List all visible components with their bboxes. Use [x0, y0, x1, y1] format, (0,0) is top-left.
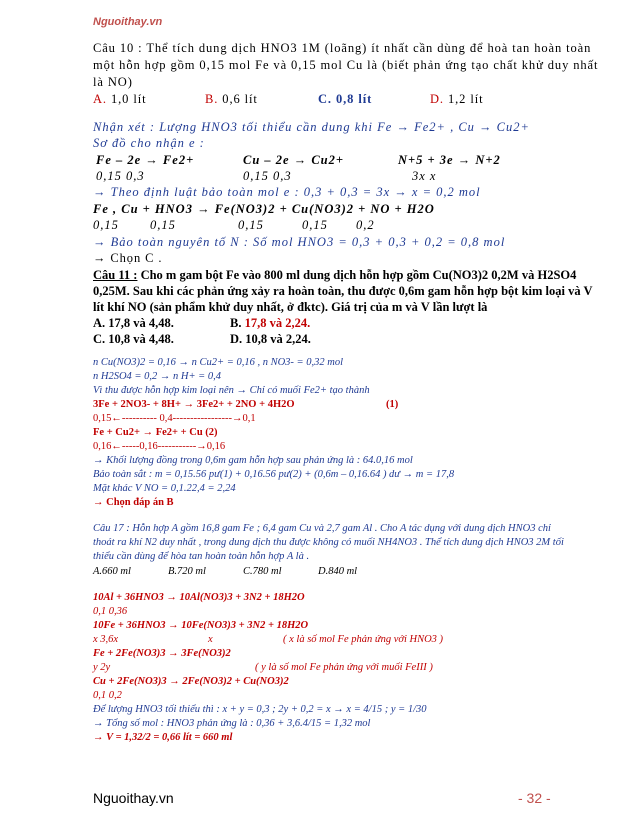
sol11-line6: Fe + Cu2+ → Fe2+ + Cu (2) [93, 427, 218, 438]
q11-option-b-text: 17,8 và 2,24. [244, 316, 311, 330]
sol17-reaction2: 10Fe + 36HNO3 → 10Fe(NO3)3 + 3N2 + 18H2O [93, 620, 309, 631]
sol10-mol-fe: 0,15 0,3 [96, 169, 145, 183]
sol10-conservation-e: → Theo định luật bảo toàn mol e : 0,3 + 0,3 = 3x → x = 0,2 mol [93, 185, 481, 199]
q10-option-d-text: 1,2 lít [447, 92, 484, 106]
sol17-reaction2-mol-b: x [208, 634, 213, 645]
q10-option-a-text: 1,0 lít [110, 92, 147, 106]
q10-option-c-label: C. [318, 92, 332, 106]
q11-option-b-label: B. [230, 316, 242, 330]
q17-option-d: D.840 ml [318, 566, 358, 577]
q17-line1: Câu 17 : Hỗn hợp A gồm 16,8 gam Fe ; 6,4 gam Cu và 2,7 gam Al . Cho A tác dụng với dung dịch HNO3 chỉ [93, 523, 551, 534]
sol17-reaction3-note: ( y là số mol Fe phản ứng với muối FeIII ) [255, 662, 433, 673]
sol11-line9: Bảo toàn sắt : m = 0,15.56 pư(1) + 0,16.56 pư(2) + (0,6m – 0,16.64 ) dư → m = 17,8 [93, 469, 455, 480]
q17-line2: thoát ra khí N2 duy nhất , trong dung dịch thu được không có muối NH4NO3 . Thể tích dung dịch HNO3 2M tối [93, 537, 564, 548]
sol11-line3: Vì thu được hỗn hợp kim loại nên → Chỉ có muối Fe2+ tạo thành [93, 385, 370, 396]
q10-option-b-label: B. [205, 92, 219, 106]
sol17-reaction2-mol-a: x 3,6x [93, 634, 119, 645]
sol10-eq-fe: Fe – 2e → Fe2+ [96, 153, 195, 167]
sol17-step2: → Tổng số mol : HNO3 phản ứng là : 0,36 + 3,6.4/15 = 1,32 mol [93, 718, 371, 729]
sol17-reaction1: 10Al + 36HNO3 → 10Al(NO3)3 + 3N2 + 18H2O [93, 592, 305, 603]
sol10-main-mol-1: 0,15 [93, 218, 119, 232]
sol10-main-mol-3: 0,15 [238, 218, 264, 232]
sol10-main-mol-5: 0,2 [356, 218, 375, 232]
q10-option-a-label: A. [93, 92, 107, 106]
sol11-line8: → Khối lượng đồng trong 0,6m gam hỗn hợp sau phản ứng là : 64.0,16 mol [93, 455, 413, 466]
sol17-reaction4-mol: 0,1 0,2 [93, 690, 122, 701]
site-header: Nguoithay.vn [93, 16, 163, 28]
sol17-reaction3: Fe + 2Fe(NO3)3 → 3Fe(NO3)2 [93, 648, 231, 659]
sol11-line1: n Cu(NO3)2 = 0,16 → n Cu2+ = 0,16 , n NO3- = 0,32 mol [93, 357, 344, 368]
sol10-scheme: Sơ đồ cho nhận e : [93, 136, 205, 150]
q10-option-d [430, 92, 483, 107]
sol11-line2: n H2SO4 = 0,2 → n H+ = 0,4 [93, 371, 222, 382]
sol10-eq-n: N+5 + 3e → N+2 [398, 153, 501, 167]
q10-line3: là NO) [93, 75, 133, 89]
q10-option-b [205, 92, 258, 107]
q11-line3: lít khí NO (sản phẩm khử duy nhất, ở đktc). Giá trị của m và V lần lượt là [93, 300, 488, 314]
q17-option-a: A.660 ml [93, 566, 131, 577]
page-number: - 32 - [518, 790, 551, 806]
q11-option-d: D. 10,8 và 2,24. [230, 332, 311, 346]
sol11-answer: → Chọn đáp án B [93, 497, 174, 508]
q10-line2: một hỗn hợp gồm 0,15 mol Fe và 0,15 mol Cu là (biết phản ứng tạo chất khử duy nhất [93, 58, 599, 72]
q10-option-d-label: D. [430, 92, 444, 106]
sol11-line10: Mặt khác V NO = 0,1.22,4 = 2,24 [93, 483, 236, 494]
q10-option-a [93, 92, 146, 107]
q11-text1: Cho m gam bột Fe vào 800 ml dung dịch hỗn hợp gồm Cu(NO3)2 0,2M và H2SO4 [140, 268, 577, 282]
sol10-mol-n: 3x x [412, 169, 437, 183]
sol17-reaction4: Cu + 2Fe(NO3)3 → 2Fe(NO3)2 + Cu(NO3)2 [93, 676, 289, 687]
q11-label: Câu 11 : [93, 268, 138, 282]
q10-option-c-text: 0,8 lít [335, 92, 373, 106]
sol17-reaction2-note: ( x là số mol Fe phản ứng với HNO3 ) [283, 634, 444, 645]
sol10-main-mol-4: 0,15 [302, 218, 328, 232]
sol11-line4: 3Fe + 2NO3- + 8H+ → 3Fe2+ + 2NO + 4H2O [93, 399, 295, 410]
q17-option-b: B.720 ml [168, 566, 206, 577]
sol11-line4-number: (1) [386, 399, 399, 410]
q17-option-c: C.780 ml [243, 566, 282, 577]
sol10-main-mol-2: 0,15 [150, 218, 176, 232]
sol17-reaction3-mol: y 2y [93, 662, 111, 673]
sol10-conservation-n: → Bảo toàn nguyên tố N : Số mol HNO3 = 0,3 + 0,3 + 0,2 = 0,8 mol [93, 235, 506, 249]
q10-line1: Câu 10 : Thể tích dung dịch HNO3 1M (loãng) ít nhất cần dùng để hoà tan hoàn toàn [93, 41, 592, 55]
q10-option-c [318, 92, 372, 107]
sol10-note: Nhận xét : Lượng HNO3 tối thiểu cần dung khi Fe → Fe2+ , Cu → Cu2+ [93, 120, 530, 134]
q11-option-c: C. 10,8 và 4,48. [93, 332, 174, 346]
sol17-step1: Để lượng HNO3 tối thiểu thì : x + y = 0,3 ; 2y + 0,2 = x → x = 4/15 ; y = 1/30 [93, 704, 427, 715]
q11-option-b [230, 316, 310, 331]
q10-option-b-text: 0,6 lít [222, 92, 258, 106]
sol17-answer: → V = 1,32/2 = 0,66 lít = 660 ml [93, 732, 233, 743]
q11-option-a: A. 17,8 và 4,48. [93, 316, 174, 330]
q11-line2: 0,25M. Sau khi các phản ứng xảy ra hoàn toàn, thu được 0,6m gam hỗn hợp bột kim loại và V [93, 284, 593, 298]
q17-line3: thiểu cần dùng để hòa tan hoàn toàn hỗn hợp A là . [93, 551, 310, 562]
sol11-line5: 0,15←---------- 0,4-----------------→0,1 [93, 413, 256, 424]
sol10-choose: → Chọn C . [93, 251, 163, 265]
footer-site: Nguoithay.vn [93, 790, 174, 806]
sol17-reaction1-mol: 0,1 0,36 [93, 606, 128, 617]
sol11-line7: 0,16←-----0,16-----------→0,16 [93, 441, 226, 452]
sol10-eq-cu: Cu – 2e → Cu2+ [243, 153, 344, 167]
sol10-main-equation: Fe , Cu + HNO3 → Fe(NO3)2 + Cu(NO3)2 + NO + H2O [93, 202, 435, 216]
q11-line1 [93, 268, 576, 283]
sol10-mol-cu: 0,15 0,3 [243, 169, 292, 183]
